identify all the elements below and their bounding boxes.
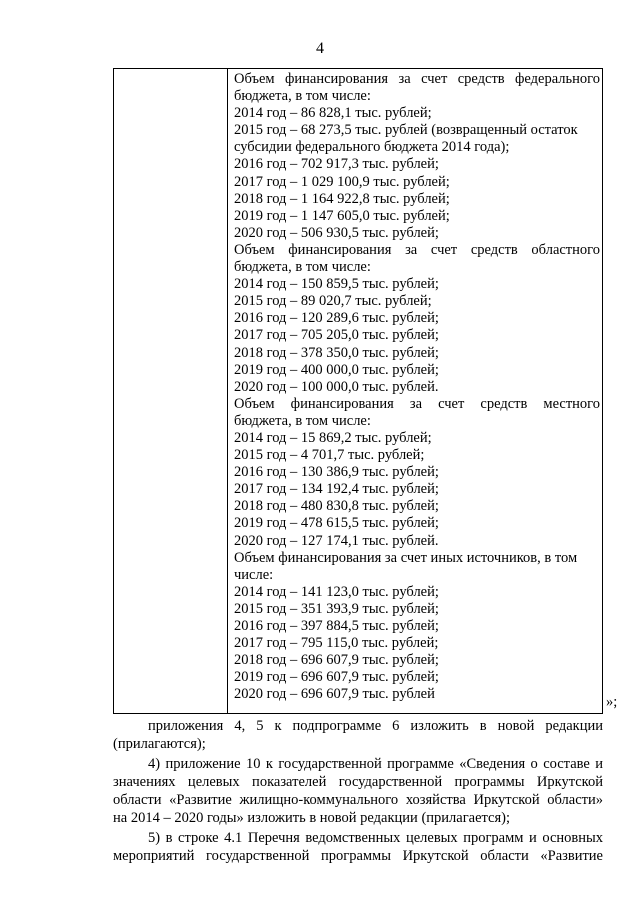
table-line: Объем финансирования за счет средств областного — [234, 241, 600, 258]
table-line: субсидии федерального бюджета 2014 года); — [234, 139, 510, 156]
paragraph-line: 5) в строке 4.1 Перечня ведомственных целевых программ и основных — [148, 830, 603, 846]
paragraph-item-4 — [113, 755, 603, 827]
table-line: 2016 год – 702 917,3 тыс. рублей; — [234, 156, 439, 173]
table-line: 2015 год – 4 701,7 тыс. рублей; — [234, 447, 425, 464]
paragraph-appendices — [113, 717, 603, 753]
table-line: 2019 год – 478 615,5 тыс. рублей; — [234, 515, 439, 532]
paragraph-line: (прилагаются); — [113, 736, 206, 752]
table-line: 2019 год – 400 000,0 тыс. рублей; — [234, 361, 439, 378]
table-line: Объем финансирования за счет иных источников, в том — [234, 549, 578, 566]
table-line: 2018 год – 696 607,9 тыс. рублей; — [234, 652, 439, 669]
table-line: 2018 год – 480 830,8 тыс. рублей; — [234, 498, 439, 515]
table-line: 2020 год – 127 174,1 тыс. рублей. — [234, 532, 439, 549]
table-line: 2017 год – 795 115,0 тыс. рублей; — [234, 635, 439, 652]
table-line: 2019 год – 696 607,9 тыс. рублей; — [234, 669, 439, 686]
table-line: 2014 год – 141 123,0 тыс. рублей; — [234, 583, 439, 600]
table-line: 2018 год – 378 350,0 тыс. рублей; — [234, 344, 439, 361]
table-line: 2015 год – 89 020,7 тыс. рублей; — [234, 293, 432, 310]
table-right-cell — [234, 71, 600, 703]
table-line: 2020 год – 100 000,0 тыс. рублей. — [234, 378, 439, 395]
table-line: 2014 год – 15 869,2 тыс. рублей; — [234, 429, 432, 446]
paragraph-item-5 — [113, 829, 603, 865]
paragraph-line: на 2014 – 2020 годы» изложить в новой редакции (прилагается); — [113, 810, 511, 826]
paragraph-line: приложения 4, 5 к подпрограмме 6 изложить в новой редакции — [148, 718, 603, 734]
table-line: 2016 год – 397 884,5 тыс. рублей; — [234, 618, 439, 634]
table-line: 2016 год – 120 289,6 тыс. рублей; — [234, 310, 439, 327]
financing-table — [113, 68, 603, 714]
paragraph-line: области «Развитие жилищно-коммунального хозяйства Иркутской области» — [113, 792, 603, 808]
paragraph-line: 4) приложение 10 к государственной программе «Сведения о составе и — [148, 756, 603, 772]
table-line: Объем финансирования за счет средств федерального — [234, 71, 600, 87]
table-line: бюджета, в том числе: — [234, 412, 371, 429]
table-line: 2016 год – 130 386,9 тыс. рублей; — [234, 464, 439, 481]
table-line: 2017 год – 705 205,0 тыс. рублей; — [234, 327, 439, 344]
table-line: 2020 год – 506 930,5 тыс. рублей; — [234, 224, 439, 241]
table-line: 2015 год – 351 393,9 тыс. рублей; — [234, 600, 439, 617]
closing-quote: »; — [606, 694, 618, 710]
table-line: Объем финансирования за счет средств местного — [234, 395, 600, 412]
page-number: 4 — [316, 40, 324, 57]
table-line: 2014 год – 150 859,5 тыс. рублей; — [234, 276, 439, 293]
table-line: 2018 год – 1 164 922,8 тыс. рублей; — [234, 190, 450, 207]
table-line: 2017 год – 1 029 100,9 тыс. рублей; — [234, 173, 450, 190]
table-line: 2020 год – 696 607,9 тыс. рублей — [234, 686, 435, 703]
table-line: 2019 год – 1 147 605,0 тыс. рублей; — [234, 207, 450, 224]
table-line: 2014 год – 86 828,1 тыс. рублей; — [234, 105, 432, 122]
paragraph-line: значениях целевых показателей государственной программы Иркутской — [113, 774, 603, 790]
table-line: числе: — [234, 566, 274, 583]
table-line: бюджета, в том числе: — [234, 88, 371, 105]
table-left-cell — [114, 69, 228, 713]
table-line: 2015 год – 68 273,5 тыс. рублей (возвращенный остаток — [234, 122, 578, 139]
table-line: бюджета, в том числе: — [234, 259, 371, 276]
table-line: 2017 год – 134 192,4 тыс. рублей; — [234, 481, 439, 498]
paragraph-line: мероприятий государственной программы Иркутской области «Развитие — [113, 848, 603, 864]
